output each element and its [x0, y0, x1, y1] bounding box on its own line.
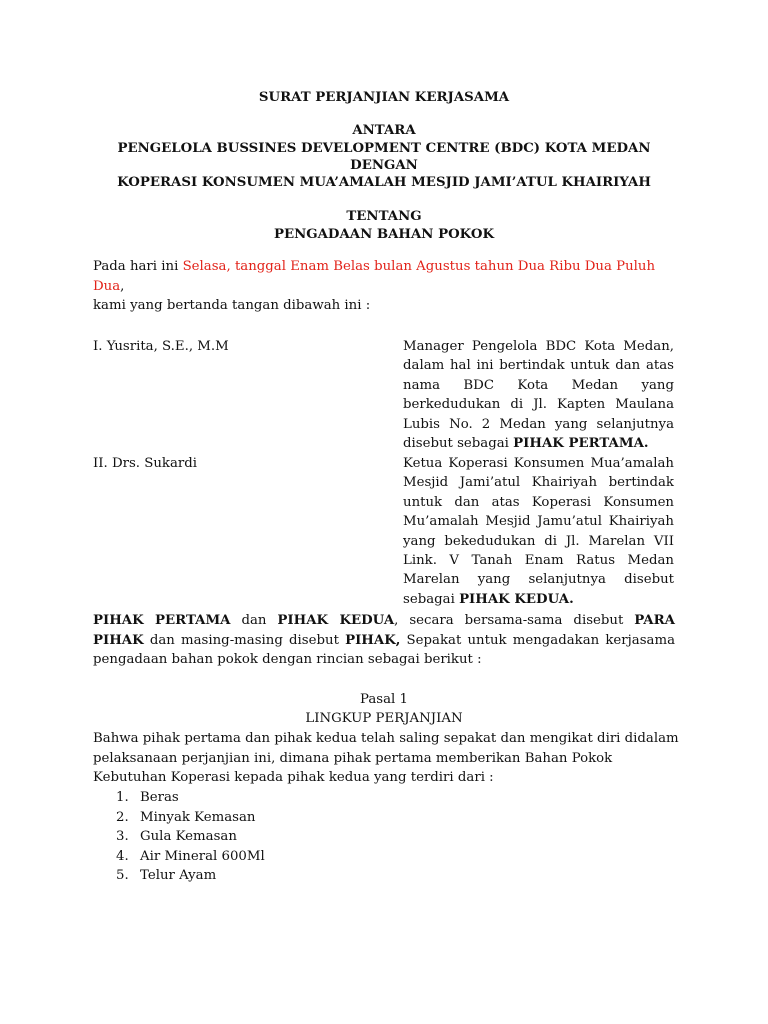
agreement-paragraph [93, 611, 675, 670]
list-item-text: Air Mineral 600Ml [140, 848, 265, 864]
intro-line-2: kami yang bertanda tangan dibawah ini : [93, 298, 371, 314]
term-pihak-pertama: PIHAK PERTAMA [93, 613, 231, 628]
list-item [116, 847, 265, 867]
party-one-heading: PENGELOLA BUSSINES DEVELOPMENT CENTRE (BDC) KOTA MEDAN [117, 141, 651, 156]
party-two-text: Ketua Koperasi Konsumen Mua’amalah Mesjid Jami’atul Khairiyah bertindak untuk dan atas Koperasi Konsumen Mu’amalah Mesjid Jamu’atul Khairiyah yang bekedudukan di Jl. Marelan VII Link. V Tanah Enam Ratus Medan Marelan yang selanjutnya disebut sebagai [403, 456, 674, 607]
pasal-number: Pasal 1 [360, 692, 408, 707]
list-item-text: Minyak Kemasan [140, 809, 256, 825]
term-pihak-kedua: PIHAK KEDUA [277, 613, 395, 628]
party-two-heading: KOPERASI KONSUMEN MUA’AMALAH MESJID JAMI’ATUL KHAIRIYAH [117, 175, 651, 190]
intro-prefix: Pada hari ini [93, 259, 183, 274]
party-one-name: I. Yusrita, S.E., M.M [93, 339, 229, 354]
party-two-description [403, 454, 674, 609]
term-para-pihak: PARA PIHAK [93, 613, 675, 648]
agreement-text-2: , secara bersama-sama disebut [394, 613, 635, 628]
agreement-text-1: dan [230, 613, 278, 628]
agreement-text-4: Sepakat untuk mengadakan kerjasama pengadaan bahan pokok dengan rincian sebagai berikut : [93, 632, 675, 668]
agreement-date: Selasa, tanggal Enam Belas bulan Agustus tahun Dua Ribu Dua Puluh Dua [93, 259, 656, 294]
dengan-label: DENGAN [350, 158, 418, 173]
party-one-role: PIHAK PERTAMA. [513, 436, 649, 452]
list-item-number: 1. [116, 790, 129, 805]
list-item-number: 5. [116, 868, 129, 884]
list-item-text: Beras [140, 790, 179, 805]
pasal-line-3: Kebutuhan Koperasi kepada pihak kedua yang terdiri dari : [93, 770, 494, 786]
tentang-label: TENTANG [346, 209, 422, 224]
term-pihak: PIHAK, [345, 632, 401, 648]
document-title: SURAT PERJANJIAN KERJASAMA [258, 90, 510, 105]
pasal-line-1: Bahwa pihak pertama dan pihak kedua telah saling sepakat dan mengikat diri didalam [93, 731, 679, 746]
intro-suffix: , [120, 278, 125, 294]
antara-label: ANTARA [352, 123, 416, 138]
pasal-line-2: pelaksanaan perjanjian ini, dimana pihak pertama memberikan Bahan Pokok [93, 750, 613, 766]
intro-paragraph [93, 257, 675, 316]
subject-heading: PENGADAAN BAHAN POKOK [273, 227, 495, 242]
pasal-title: LINGKUP PERJANJIAN [305, 711, 463, 726]
list-item-text: Telur Ayam [140, 868, 217, 884]
list-item-number: 2. [116, 809, 129, 825]
item-list [116, 788, 265, 886]
pasal-body [93, 729, 679, 788]
party-two-name: II. Drs. Sukardi [93, 456, 198, 471]
agreement-text-3: dan masing-masing disebut [143, 632, 346, 648]
list-item [116, 808, 265, 828]
list-item-number: 4. [116, 848, 129, 864]
list-item [116, 827, 265, 847]
party-one-description [403, 337, 674, 453]
party-two-role: PIHAK KEDUA. [459, 591, 574, 607]
list-item-text: Gula Kemasan [140, 829, 237, 845]
list-item [116, 788, 265, 808]
list-item [116, 866, 265, 886]
party-one-text: Manager Pengelola BDC Kota Medan, dalam hal ini bertindak untuk dan atas nama BDC Kota Medan yang berkedudukan di Jl. Kapten Maulana Lubis No. 2 Medan yang selanjutnya disebut sebagai [403, 339, 674, 452]
list-item-number: 3. [116, 829, 129, 845]
